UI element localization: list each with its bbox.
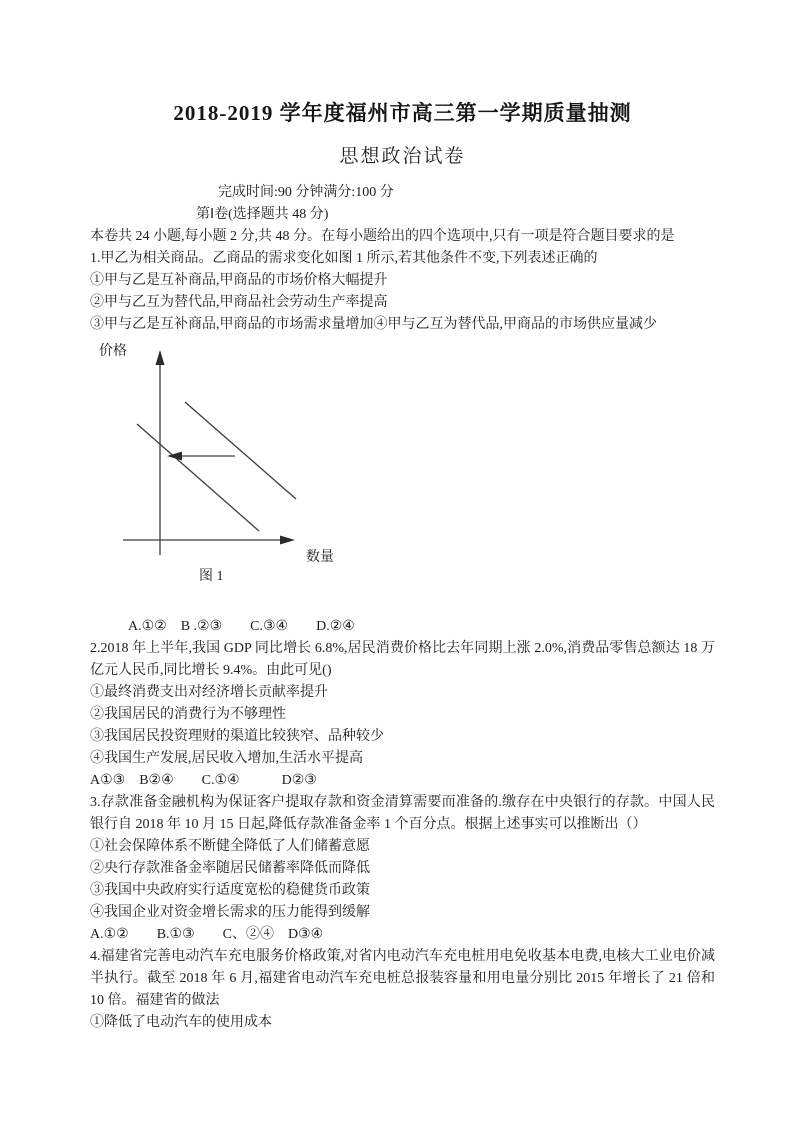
figure-1-caption: 图 1 (199, 569, 224, 584)
question-3-stem: 3.存款准备金融机构为保证客户提取存款和资金清算需要而准备的.缴存在中央银行的存款。中国人民银行自 2018 年 10 月 15 日起,降低存款准备金率 1 个百分点。根据上述事实可以推断出（） (90, 795, 715, 832)
demand-curve-original (185, 402, 296, 499)
question-1-options: A.①② B .②③ C.③④ D.②④ (128, 619, 355, 634)
question-1-item-1: ①甲与乙是互补商品,甲商品的市场价格大幅提升 (90, 273, 388, 288)
section-heading: 第Ⅰ卷(选择题共 48 分) (196, 207, 329, 222)
question-3-item-1: ①社会保障体系不断健全降低了人们储蓄意愿 (90, 839, 370, 854)
price-axis-label: 价格 (99, 344, 127, 359)
question-3-item-3: ③我国中央政府实行适度宽松的稳健货币政策 (90, 883, 370, 898)
question-1-item-3: ③甲与乙是互补商品,甲商品的市场需求量增加④甲与乙互为替代品,甲商品的市场供应量减少 (90, 317, 657, 332)
demand-curve-diagram (95, 342, 375, 592)
question-2-item-2: ②我国居民的消费行为不够理性 (90, 707, 286, 722)
time-and-score-line: 完成时间:90 分钟满分:100 分 (218, 185, 394, 200)
exam-intro-line: 本卷共 24 小题,每小题 2 分,共 48 分。在每小题给出的四个选项中,只有一项是符合题目要求的是 (90, 229, 675, 244)
demand-curve-shifted (137, 424, 259, 531)
question-2-options: A①③ B②④ C.①④ D②③ (90, 773, 317, 788)
page-title: 2018-2019 学年度福州市高三第一学期质量抽测 (173, 101, 632, 125)
question-2-item-1: ①最终消费支出对经济增长贡献率提升 (90, 685, 328, 700)
question-4-item-1: ①降低了电动汽车的使用成本 (90, 1015, 272, 1030)
page-subtitle: 思想政治试卷 (339, 146, 466, 167)
question-3-options: A.①② B.①③ C、②④ D③④ (90, 927, 324, 942)
question-3-item-4: ④我国企业对资金增长需求的压力能得到缓解 (90, 905, 370, 920)
question-2-stem: 2.2018 年上半年,我国 GDP 同比增长 6.8%,居民消费价格比去年同期上涨 2.0%,消费品零售总额达 18 万亿元人民币,同比增长 9.4%。由此可见() (90, 641, 715, 678)
question-2-item-3: ③我国居民投资理财的渠道比较狭窄、品种较少 (90, 729, 384, 744)
quantity-axis-label: 数量 (306, 550, 334, 565)
question-4-stem: 4.福建省完善电动汽车充电服务价格政策,对省内电动汽车充电桩用电免收基本电费,电核大工业电价减半执行。截至 2018 年 6 月,福建省电动汽车充电桩总报装容量和用电量分别比 2015 年增长了 21 倍和 10 倍。福建省的做法 (90, 949, 715, 1008)
question-3-item-2: ②央行存款准备金率随居民储蓄率降低而降低 (90, 861, 370, 876)
question-1-item-2: ②甲与乙互为替代品,甲商品社会劳动生产率提高 (90, 295, 388, 310)
y-axis-arrowhead-icon (156, 350, 165, 365)
x-axis-arrowhead-icon (280, 536, 295, 545)
question-2-item-4: ④我国生产发展,居民收入增加,生活水平提高 (90, 751, 363, 766)
figure-1 (90, 342, 715, 592)
question-1-stem: 1.甲乙为相关商品。乙商品的需求变化如图 1 所示,若其他条件不变,下列表述正确的 (90, 251, 598, 266)
